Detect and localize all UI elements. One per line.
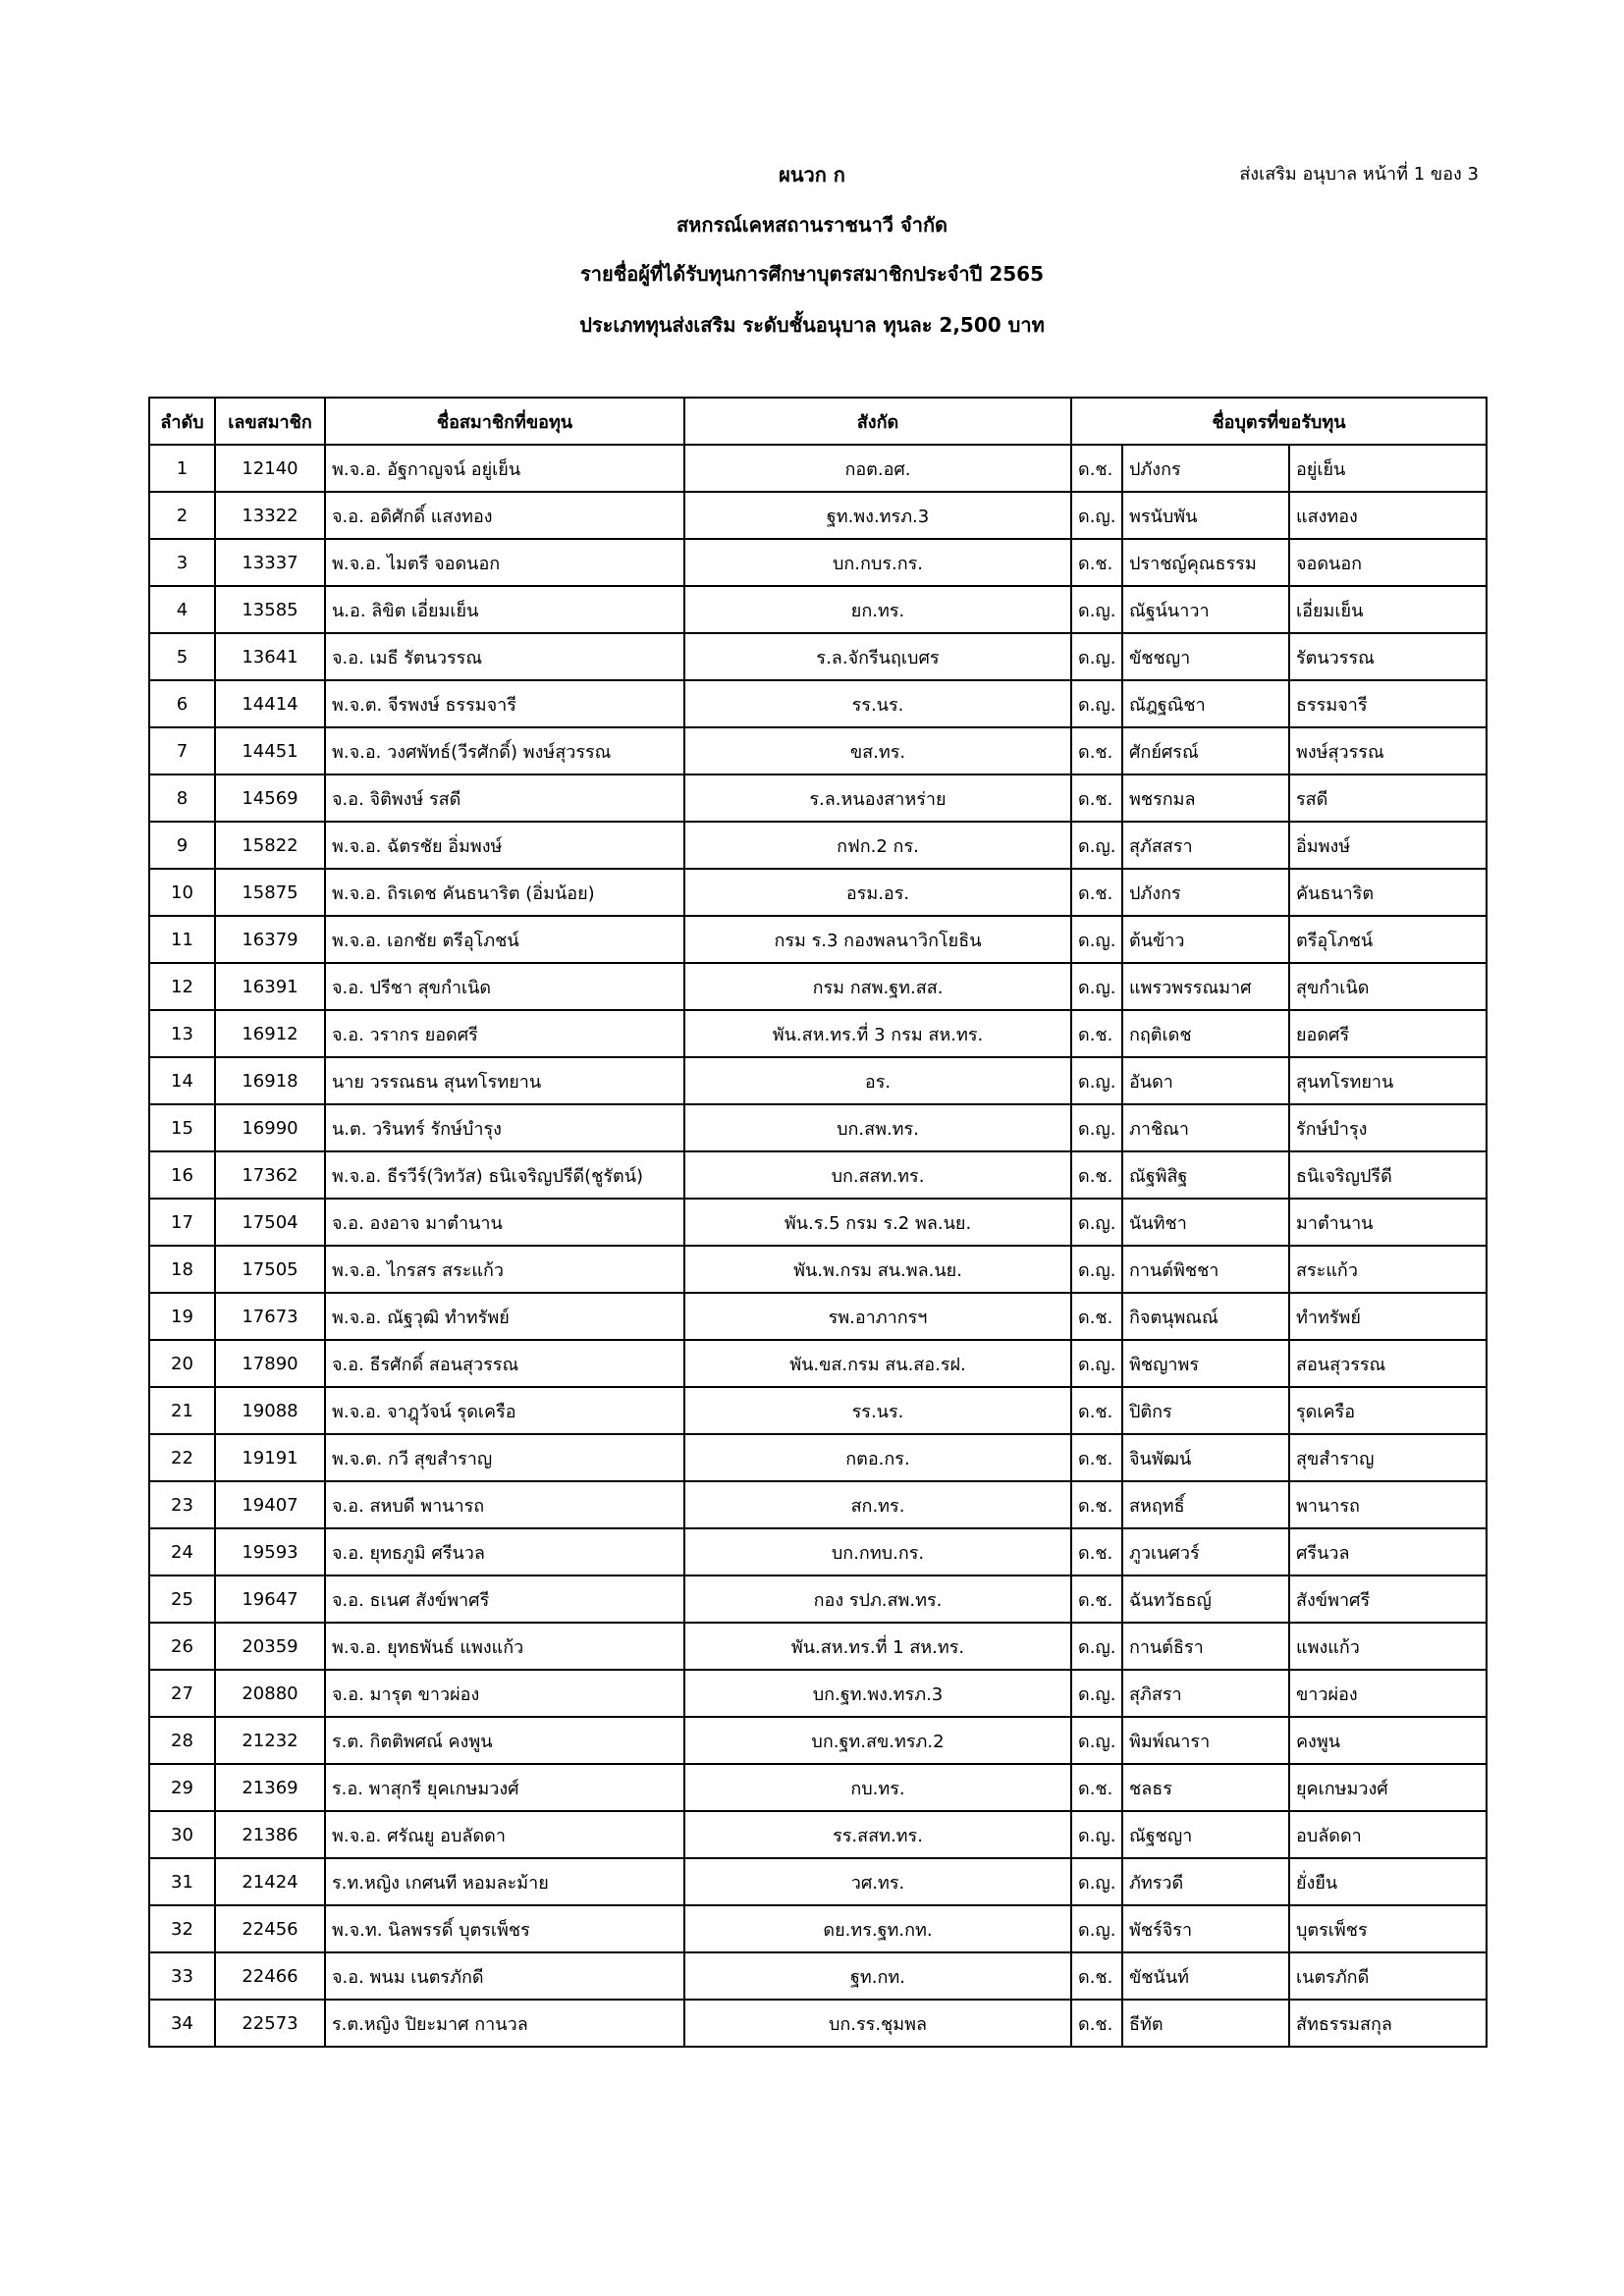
row-number: 31: [149, 1858, 215, 1905]
page-info: ส่งเสริม อนุบาล หน้าที่ 1 ของ 3: [1239, 164, 1479, 185]
organization-title: สหกรณ์เคหสถานราชนาวี จำกัด: [676, 213, 948, 237]
child-last-name: พงษ์สุวรรณ: [1289, 727, 1487, 774]
row-number: 4: [149, 586, 215, 633]
member-id: 16379: [215, 916, 325, 963]
member-unit: อรม.อร.: [684, 869, 1071, 916]
member-id: 22456: [215, 1905, 325, 1952]
member-id: 20359: [215, 1623, 325, 1670]
child-prefix: ด.ญ.: [1071, 1811, 1122, 1858]
child-last-name: ยอดศรี: [1289, 1010, 1487, 1057]
child-first-name: พรนับพัน: [1122, 492, 1289, 539]
member-id: 17504: [215, 1199, 325, 1246]
child-last-name: ทำทรัพย์: [1289, 1293, 1487, 1340]
member-unit: กอง รปภ.สพ.ทร.: [684, 1575, 1071, 1623]
child-first-name: พัชร์จิรา: [1122, 1905, 1289, 1952]
row-number: 2: [149, 492, 215, 539]
child-last-name: เนตรภักดี: [1289, 1952, 1487, 2000]
row-number: 12: [149, 963, 215, 1010]
member-unit: พัน.ร.5 กรม ร.2 พล.นย.: [684, 1199, 1071, 1246]
child-last-name: รักษ์บำรุง: [1289, 1104, 1487, 1151]
member-id: 17890: [215, 1340, 325, 1387]
child-last-name: รุดเครือ: [1289, 1387, 1487, 1434]
child-first-name: กานต์ธิรา: [1122, 1623, 1289, 1670]
member-id: 22466: [215, 1952, 325, 2000]
child-last-name: ขาวผ่อง: [1289, 1670, 1487, 1717]
table-row: [149, 1811, 1487, 1858]
member-id: 17505: [215, 1246, 325, 1293]
child-first-name: ธีทัต: [1122, 2000, 1289, 2047]
row-number: 29: [149, 1764, 215, 1811]
child-first-name: ฉันทวัธธญ์: [1122, 1575, 1289, 1623]
member-name: พ.จ.อ. ไมตรี จอดนอก: [325, 539, 684, 586]
member-id: 15875: [215, 869, 325, 916]
child-prefix: ด.ช.: [1071, 1952, 1122, 2000]
child-last-name: มาตำนาน: [1289, 1199, 1487, 1246]
member-name: พ.จ.อ. เอกชัย ตรีอุโภชน์: [325, 916, 684, 963]
child-prefix: ด.ญ.: [1071, 1905, 1122, 1952]
child-prefix: ด.ญ.: [1071, 963, 1122, 1010]
child-prefix: ด.ช.: [1071, 1528, 1122, 1575]
child-prefix: ด.ญ.: [1071, 1717, 1122, 1764]
row-number: 19: [149, 1293, 215, 1340]
child-last-name: อบลัดดา: [1289, 1811, 1487, 1858]
table-header-row: [149, 398, 1487, 445]
child-first-name: ปภังกร: [1122, 869, 1289, 916]
child-prefix: ด.ญ.: [1071, 1246, 1122, 1293]
member-id: 17362: [215, 1151, 325, 1199]
table-row: [149, 1246, 1487, 1293]
member-unit: บก.ฐท.สข.ทรภ.2: [684, 1717, 1071, 1764]
member-unit: บก.สพ.ทร.: [684, 1104, 1071, 1151]
member-id: 21386: [215, 1811, 325, 1858]
child-first-name: พิชญาพร: [1122, 1340, 1289, 1387]
row-number: 5: [149, 633, 215, 680]
member-id: 13585: [215, 586, 325, 633]
member-id: 16918: [215, 1057, 325, 1104]
table-row: [149, 1952, 1487, 2000]
member-unit: รพ.อาภากรฯ: [684, 1293, 1071, 1340]
child-first-name: อันดา: [1122, 1057, 1289, 1104]
child-last-name: ศรีนวล: [1289, 1528, 1487, 1575]
member-name: พ.จ.อ. ฉัตรชัย อิ่มพงษ์: [325, 822, 684, 869]
child-first-name: กิจตนุพณณ์: [1122, 1293, 1289, 1340]
member-name: พ.จ.อ. อัฐกาญจน์ อยู่เย็น: [325, 445, 684, 492]
member-name: จ.อ. วรากร ยอดศรี: [325, 1010, 684, 1057]
table-row: [149, 492, 1487, 539]
table-row: [149, 539, 1487, 586]
col-header-member-id: เลขสมาชิก: [215, 398, 325, 445]
member-name: พ.จ.อ. วงศพัทธ์(วีรศักดิ์) พงษ์สุวรรณ: [325, 727, 684, 774]
table-row: [149, 1010, 1487, 1057]
child-last-name: ยุคเกษมวงศ์: [1289, 1764, 1487, 1811]
row-number: 28: [149, 1717, 215, 1764]
child-prefix: ด.ช.: [1071, 727, 1122, 774]
child-first-name: ขัชชญา: [1122, 633, 1289, 680]
child-first-name: สหฤทธิ์: [1122, 1481, 1289, 1528]
table-row: [149, 774, 1487, 822]
member-unit: กอต.อศ.: [684, 445, 1071, 492]
child-prefix: ด.ญ.: [1071, 633, 1122, 680]
member-name: จ.อ. อดิศักดิ์ แสงทอง: [325, 492, 684, 539]
table-row: [149, 1481, 1487, 1528]
table-row: [149, 869, 1487, 916]
table-row: [149, 822, 1487, 869]
child-last-name: จอดนอก: [1289, 539, 1487, 586]
child-last-name: อิ่มพงษ์: [1289, 822, 1487, 869]
child-prefix: ด.ญ.: [1071, 586, 1122, 633]
child-last-name: บุตรเพ็ชร: [1289, 1905, 1487, 1952]
row-number: 22: [149, 1434, 215, 1481]
member-name: พ.จ.อ. ณัฐวุฒิ ทำทรัพย์: [325, 1293, 684, 1340]
row-number: 20: [149, 1340, 215, 1387]
row-number: 34: [149, 2000, 215, 2047]
member-unit: รร.นร.: [684, 680, 1071, 727]
child-prefix: ด.ช.: [1071, 445, 1122, 492]
member-name: พ.จ.ท. นิลพรรดิ์ บุตรเพ็ชร: [325, 1905, 684, 1952]
child-prefix: ด.ช.: [1071, 1434, 1122, 1481]
child-last-name: สัทธรรมสกุล: [1289, 2000, 1487, 2047]
child-prefix: ด.ญ.: [1071, 1670, 1122, 1717]
table-row: [149, 1151, 1487, 1199]
document-subtitle: ประเภททุนส่งเสริม ระดับชั้นอนุบาล ทุนละ 2,500 บาท: [579, 313, 1045, 337]
member-name: พ.จ.ต. กวี สุขสำราญ: [325, 1434, 684, 1481]
child-last-name: คงพูน: [1289, 1717, 1487, 1764]
member-unit: ฐท.กท.: [684, 1952, 1071, 2000]
member-name: น.ต. วรินทร์ รักษ์บำรุง: [325, 1104, 684, 1151]
child-prefix: ด.ช.: [1071, 1151, 1122, 1199]
row-number: 26: [149, 1623, 215, 1670]
table-row: [149, 1057, 1487, 1104]
child-first-name: ศักย์ศรณ์: [1122, 727, 1289, 774]
child-prefix: ด.ญ.: [1071, 492, 1122, 539]
child-first-name: ณัฎฐณิชา: [1122, 680, 1289, 727]
member-unit: วศ.ทร.: [684, 1858, 1071, 1905]
member-unit: บก.กบร.กร.: [684, 539, 1071, 586]
member-name: จ.อ. พนม เนตรภักดี: [325, 1952, 684, 2000]
child-prefix: ด.ช.: [1071, 774, 1122, 822]
table-row: [149, 1104, 1487, 1151]
table-row: [149, 1717, 1487, 1764]
member-id: 14451: [215, 727, 325, 774]
child-last-name: ธนิเจริญปรีดี: [1289, 1151, 1487, 1199]
child-prefix: ด.ช.: [1071, 1010, 1122, 1057]
child-first-name: ภาชิณา: [1122, 1104, 1289, 1151]
table-row: [149, 1905, 1487, 1952]
member-unit: บก.กทบ.กร.: [684, 1528, 1071, 1575]
row-number: 9: [149, 822, 215, 869]
child-prefix: ด.ช.: [1071, 1764, 1122, 1811]
member-unit: พัน.พ.กรม สน.พล.นย.: [684, 1246, 1071, 1293]
row-number: 13: [149, 1010, 215, 1057]
child-last-name: คันธนาริต: [1289, 869, 1487, 916]
row-number: 15: [149, 1104, 215, 1151]
row-number: 27: [149, 1670, 215, 1717]
member-name: จ.อ. ยุทธภูมิ ศรีนวล: [325, 1528, 684, 1575]
member-id: 13641: [215, 633, 325, 680]
child-prefix: ด.ญ.: [1071, 1104, 1122, 1151]
member-id: 15822: [215, 822, 325, 869]
member-name: จ.อ. จิติพงษ์ รสดี: [325, 774, 684, 822]
row-number: 1: [149, 445, 215, 492]
table-row: [149, 727, 1487, 774]
table-row: [149, 1199, 1487, 1246]
member-id: 19191: [215, 1434, 325, 1481]
member-name: จ.อ. เมธี รัตนวรรณ: [325, 633, 684, 680]
member-id: 20880: [215, 1670, 325, 1717]
child-first-name: พิมพ์ณารา: [1122, 1717, 1289, 1764]
member-name: พ.จ.อ. ถิรเดช คันธนาริต (อิ่มน้อย): [325, 869, 684, 916]
row-number: 11: [149, 916, 215, 963]
member-unit: ขส.ทร.: [684, 727, 1071, 774]
row-number: 16: [149, 1151, 215, 1199]
member-name: จ.อ. ปรีชา สุขกำเนิด: [325, 963, 684, 1010]
table-row: [149, 445, 1487, 492]
member-unit: บก.ฐท.พง.ทรภ.3: [684, 1670, 1071, 1717]
child-last-name: ตรีอุโภชน์: [1289, 916, 1487, 963]
member-name: จ.อ. ธีรศักดิ์ สอนสุวรรณ: [325, 1340, 684, 1387]
member-id: 16391: [215, 963, 325, 1010]
member-id: 14414: [215, 680, 325, 727]
member-unit: กรม กสพ.ฐท.สส.: [684, 963, 1071, 1010]
child-last-name: สุขสำราญ: [1289, 1434, 1487, 1481]
member-id: 14569: [215, 774, 325, 822]
child-prefix: ด.ช.: [1071, 1387, 1122, 1434]
child-first-name: ณัฐน์นาวา: [1122, 586, 1289, 633]
member-id: 16912: [215, 1010, 325, 1057]
table-row: [149, 1387, 1487, 1434]
col-header-child-name: ชื่อบุตรที่ขอรับทุน: [1071, 398, 1487, 445]
member-id: 13337: [215, 539, 325, 586]
table-row: [149, 2000, 1487, 2047]
child-last-name: อยู่เย็น: [1289, 445, 1487, 492]
child-prefix: ด.ช.: [1071, 1293, 1122, 1340]
scholarship-table: [148, 397, 1488, 2048]
child-first-name: ขัชนันท์: [1122, 1952, 1289, 2000]
member-name: ร.ท.หญิง เกศนที หอมละม้าย: [325, 1858, 684, 1905]
member-unit: กตอ.กร.: [684, 1434, 1071, 1481]
member-unit: ดย.ทร.ฐท.กท.: [684, 1905, 1071, 1952]
col-header-unit: สังกัด: [684, 398, 1071, 445]
child-first-name: ปราชญ์คุณธรรม: [1122, 539, 1289, 586]
child-first-name: ณัฐชญา: [1122, 1811, 1289, 1858]
member-name: จ.อ. สหบดี พานารถ: [325, 1481, 684, 1528]
child-prefix: ด.ญ.: [1071, 916, 1122, 963]
member-id: 19593: [215, 1528, 325, 1575]
child-prefix: ด.ญ.: [1071, 1623, 1122, 1670]
member-unit: กรม ร.3 กองพลนาวิกโยธิน: [684, 916, 1071, 963]
child-first-name: พชรกมล: [1122, 774, 1289, 822]
row-number: 23: [149, 1481, 215, 1528]
table-row: [149, 963, 1487, 1010]
child-last-name: รสดี: [1289, 774, 1487, 822]
member-name: พ.จ.อ. ไกรสร สระแก้ว: [325, 1246, 684, 1293]
child-prefix: ด.ญ.: [1071, 1199, 1122, 1246]
child-last-name: ยั่งยืน: [1289, 1858, 1487, 1905]
row-number: 14: [149, 1057, 215, 1104]
member-name: นาย วรรณธน สุนทโรทยาน: [325, 1057, 684, 1104]
document-title: รายชื่อผู้ที่ได้รับทุนการศึกษาบุตรสมาชิกประจำปี 2565: [579, 262, 1044, 286]
child-last-name: สังข์พาศรี: [1289, 1575, 1487, 1623]
member-name: พ.จ.ต. จีรพงษ์ ธรรมจารี: [325, 680, 684, 727]
child-last-name: สุขกำเนิด: [1289, 963, 1487, 1010]
child-prefix: ด.ญ.: [1071, 822, 1122, 869]
table-row: [149, 1670, 1487, 1717]
member-id: 17673: [215, 1293, 325, 1340]
member-unit: สก.ทร.: [684, 1481, 1071, 1528]
child-first-name: นันทิชา: [1122, 1199, 1289, 1246]
member-name: จ.อ. มารุต ขาวผ่อง: [325, 1670, 684, 1717]
child-last-name: แพงแก้ว: [1289, 1623, 1487, 1670]
child-last-name: สอนสุวรรณ: [1289, 1340, 1487, 1387]
member-name: น.อ. ลิขิต เอี่ยมเย็น: [325, 586, 684, 633]
table-row: [149, 1340, 1487, 1387]
member-unit: ฐท.พง.ทรภ.3: [684, 492, 1071, 539]
member-id: 19088: [215, 1387, 325, 1434]
member-id: 12140: [215, 445, 325, 492]
child-last-name: พานารถ: [1289, 1481, 1487, 1528]
row-number: 32: [149, 1905, 215, 1952]
row-number: 33: [149, 1952, 215, 2000]
row-number: 24: [149, 1528, 215, 1575]
child-prefix: ด.ญ.: [1071, 1057, 1122, 1104]
member-name: ร.ต.หญิง ปิยะมาศ กานวล: [325, 2000, 684, 2047]
col-header-no: ลำดับ: [149, 398, 215, 445]
member-id: 16990: [215, 1104, 325, 1151]
child-first-name: ณัฐพิสิฐ: [1122, 1151, 1289, 1199]
member-unit: ร.ล.จักรีนฤเบศร: [684, 633, 1071, 680]
member-name: จ.อ. องอาจ มาตำนาน: [325, 1199, 684, 1246]
member-name: ร.ต. กิตติพศณ์ คงพูน: [325, 1717, 684, 1764]
table-row: [149, 1623, 1487, 1670]
table-row: [149, 1575, 1487, 1623]
row-number: 21: [149, 1387, 215, 1434]
table-row: [149, 1293, 1487, 1340]
child-prefix: ด.ช.: [1071, 1575, 1122, 1623]
member-name: ร.อ. พาสุกรี ยุคเกษมวงศ์: [325, 1764, 684, 1811]
member-name: พ.จ.อ. จาฎุวัจน์ รุดเครือ: [325, 1387, 684, 1434]
child-prefix: ด.ช.: [1071, 539, 1122, 586]
child-first-name: สุภิสรา: [1122, 1670, 1289, 1717]
child-last-name: แสงทอง: [1289, 492, 1487, 539]
child-first-name: แพรวพรรณมาศ: [1122, 963, 1289, 1010]
child-prefix: ด.ช.: [1071, 2000, 1122, 2047]
table-row: [149, 1434, 1487, 1481]
member-id: 13322: [215, 492, 325, 539]
table-row: [149, 1858, 1487, 1905]
row-number: 7: [149, 727, 215, 774]
member-id: 21232: [215, 1717, 325, 1764]
row-number: 8: [149, 774, 215, 822]
member-id: 21424: [215, 1858, 325, 1905]
child-last-name: รัตนวรรณ: [1289, 633, 1487, 680]
member-unit: รร.นร.: [684, 1387, 1071, 1434]
child-prefix: ด.ญ.: [1071, 1858, 1122, 1905]
table-row: [149, 680, 1487, 727]
child-first-name: ภัทรวดี: [1122, 1858, 1289, 1905]
member-unit: ยก.ทร.: [684, 586, 1071, 633]
row-number: 30: [149, 1811, 215, 1858]
member-name: พ.จ.อ. ธีรวีร์(วิทวัส) ธนิเจริญปรีดี(ชูรัตน์): [325, 1151, 684, 1199]
member-id: 21369: [215, 1764, 325, 1811]
row-number: 17: [149, 1199, 215, 1246]
child-first-name: ต้นข้าว: [1122, 916, 1289, 963]
member-name: พ.จ.อ. ศรัณยู อบลัดดา: [325, 1811, 684, 1858]
member-name: พ.จ.อ. ยุทธพันธ์ แพงแก้ว: [325, 1623, 684, 1670]
child-first-name: ปภังกร: [1122, 445, 1289, 492]
table-row: [149, 633, 1487, 680]
member-id: 22573: [215, 2000, 325, 2047]
child-first-name: กฤติเดช: [1122, 1010, 1289, 1057]
child-first-name: กานต์พิชชา: [1122, 1246, 1289, 1293]
member-unit: บก.สสท.ทร.: [684, 1151, 1071, 1199]
table-row: [149, 586, 1487, 633]
child-prefix: ด.ช.: [1071, 869, 1122, 916]
child-first-name: ชลธร: [1122, 1764, 1289, 1811]
member-id: 19647: [215, 1575, 325, 1623]
member-name: จ.อ. ธเนศ สังข์พาศรี: [325, 1575, 684, 1623]
member-unit: พัน.สห.ทร.ที่ 1 สห.ทร.: [684, 1623, 1071, 1670]
member-unit: อร.: [684, 1057, 1071, 1104]
row-number: 10: [149, 869, 215, 916]
child-prefix: ด.ช.: [1071, 1481, 1122, 1528]
member-unit: พัน.สห.ทร.ที่ 3 กรม สห.ทร.: [684, 1010, 1071, 1057]
row-number: 18: [149, 1246, 215, 1293]
table-row: [149, 1764, 1487, 1811]
col-header-member-name: ชื่อสมาชิกที่ขอทุน: [325, 398, 684, 445]
table-row: [149, 1528, 1487, 1575]
child-last-name: เอี่ยมเย็น: [1289, 586, 1487, 633]
table-row: [149, 916, 1487, 963]
member-unit: ร.ล.หนองสาหร่าย: [684, 774, 1071, 822]
row-number: 25: [149, 1575, 215, 1623]
child-last-name: สุนทโรทยาน: [1289, 1057, 1487, 1104]
member-unit: รร.สสท.ทร.: [684, 1811, 1071, 1858]
child-first-name: ภูวเนศวร์: [1122, 1528, 1289, 1575]
child-last-name: สระแก้ว: [1289, 1246, 1487, 1293]
child-first-name: สุภัสสรา: [1122, 822, 1289, 869]
row-number: 3: [149, 539, 215, 586]
child-first-name: ปิติกร: [1122, 1387, 1289, 1434]
member-unit: พัน.ขส.กรม สน.สอ.รฝ.: [684, 1340, 1071, 1387]
table-body: [149, 445, 1487, 2047]
member-id: 19407: [215, 1481, 325, 1528]
child-first-name: จินพัฒน์: [1122, 1434, 1289, 1481]
member-unit: กฟก.2 กร.: [684, 822, 1071, 869]
child-prefix: ด.ญ.: [1071, 680, 1122, 727]
row-number: 6: [149, 680, 215, 727]
annex-label: ผนวก ก: [779, 163, 845, 187]
member-unit: กบ.ทร.: [684, 1764, 1071, 1811]
child-prefix: ด.ญ.: [1071, 1340, 1122, 1387]
member-unit: บก.รร.ชุมพล: [684, 2000, 1071, 2047]
child-last-name: ธรรมจารี: [1289, 680, 1487, 727]
